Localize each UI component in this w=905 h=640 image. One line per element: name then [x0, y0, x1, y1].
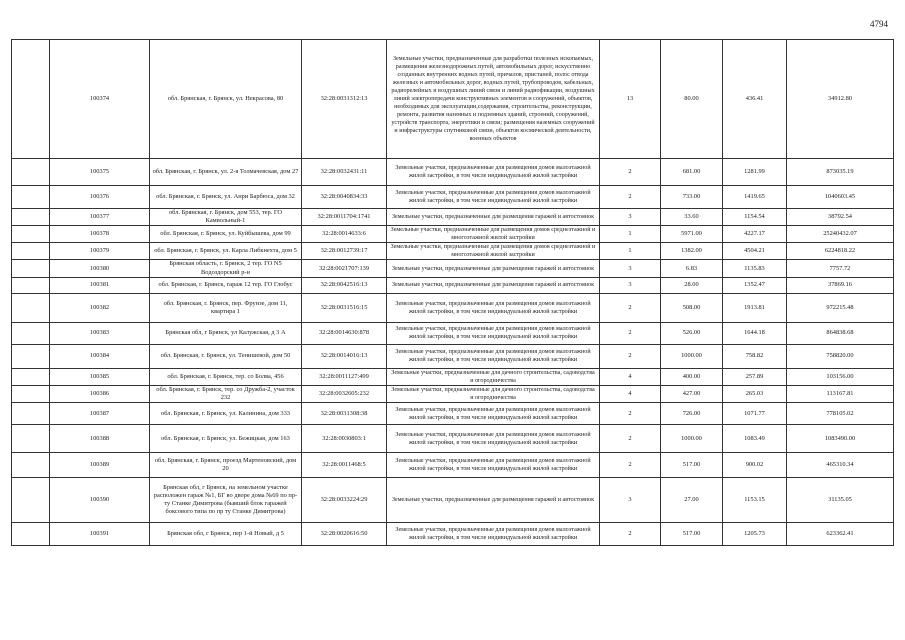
value-cell: 778105.02	[787, 403, 894, 425]
cadastral-number-cell: 32:28:0014016:13	[302, 344, 387, 368]
land-registry-table	[11, 39, 894, 546]
rate-cell: 1083.49	[723, 425, 787, 453]
group-cell: 13	[600, 40, 661, 159]
group-cell: 3	[600, 260, 661, 277]
purpose-cell: Земельные участки, предназначенные для разработки полезных ископаемых, размещения железнодорожных путей, автомобильных дорог, искусственно созданных внутренних водных путей, причалов, пристаней, полос отвода железных и автомобильных дорог, водных путей, трубопроводов, кабельных, радиорелейных и воздушных линий связи и линий радиофикации, воздушных линий электропередачи конструктивных элементов и сооружений, объектов, необходимых для эксплуатации,содержания, строительства, реконструкции, ремонта, развития наземных и подземных зданий, строений, сооружений, устройств транспорта, энергетики и связи; размещения наземных сооружений и инфраструктуры спутниковой связи, объектов космической деятельности, военных объектов	[387, 40, 600, 159]
parcel-id-cell: 100391	[50, 523, 150, 546]
area-cell: 508.00	[661, 293, 723, 322]
area-cell: 526.00	[661, 322, 723, 344]
parcel-id-cell: 100387	[50, 403, 150, 425]
value-cell: 465310.34	[787, 453, 894, 478]
parcel-id-cell: 100389	[50, 453, 150, 478]
parcel-id-cell: 100384	[50, 344, 150, 368]
address-cell: обл. Брянская, г. Брянск, ул. 2-я Толмачевская, дом 27	[150, 159, 302, 186]
rate-cell: 758.82	[723, 344, 787, 368]
page-number: 4794	[870, 19, 888, 29]
table-row	[12, 243, 894, 260]
address-cell: обл. Брянская, г. Брянск, ул. Бежицкая, дом 163	[150, 425, 302, 453]
rate-cell: 900.02	[723, 453, 787, 478]
table-row	[12, 478, 894, 523]
rate-cell: 1913.81	[723, 293, 787, 322]
address-cell: обл. Брянская, г. Брянск, ул. Калинина, дом 333	[150, 403, 302, 425]
parcel-id-cell: 100385	[50, 368, 150, 385]
group-cell: 2	[600, 403, 661, 425]
table-body	[12, 40, 894, 546]
parcel-id-cell: 100383	[50, 322, 150, 344]
rate-cell: 1644.18	[723, 322, 787, 344]
address-cell: обл. Брянская, г. Брянск, тер. со Болва, 456	[150, 368, 302, 385]
value-cell: 103156.00	[787, 368, 894, 385]
table-row	[12, 186, 894, 209]
table-row	[12, 293, 894, 322]
area-cell: 400.00	[661, 368, 723, 385]
area-cell: 1000.00	[661, 425, 723, 453]
group-cell: 3	[600, 478, 661, 523]
purpose-cell: Земельные участки, предназначенные для размещения гаражей и автостоянок	[387, 209, 600, 226]
value-cell: 873035.19	[787, 159, 894, 186]
purpose-cell: Земельные участки, предназначенные для размещения гаражей и автостоянок	[387, 277, 600, 293]
cadastral-number-cell: 32:28:0020616:50	[302, 523, 387, 546]
table-row	[12, 226, 894, 243]
blank-cell	[12, 243, 50, 260]
cadastral-number-cell: 32:28:0011127:499	[302, 368, 387, 385]
rate-cell: 265.03	[723, 385, 787, 402]
rate-cell: 1352.47	[723, 277, 787, 293]
address-cell: Брянская область, г. Брянск, 2 тер. ГО N5 Водоздорский р-н	[150, 260, 302, 277]
value-cell: 1040603.45	[787, 186, 894, 209]
purpose-cell: Земельные участки, предназначенные для размещения домов малоэтажной жилой застройки, в том числе индивидуальной жилой застройки	[387, 425, 600, 453]
blank-cell	[12, 425, 50, 453]
table-row	[12, 40, 894, 159]
cadastral-number-cell: 32:28:0031516:15	[302, 293, 387, 322]
cadastral-number-cell: 32:28:0012739:17	[302, 243, 387, 260]
area-cell: 1000.00	[661, 344, 723, 368]
table-row	[12, 523, 894, 546]
purpose-cell: Земельные участки, предназначенные для размещения домов среднеэтажной и многоэтажной жилой застройки	[387, 226, 600, 243]
purpose-cell: Земельные участки, предназначенные для размещения домов малоэтажной жилой застройки, в том числе индивидуальной жилой застройки	[387, 523, 600, 546]
value-cell: 38792.54	[787, 209, 894, 226]
blank-cell	[12, 403, 50, 425]
value-cell: 31135.05	[787, 478, 894, 523]
cadastral-number-cell: 32:28:0032431:11	[302, 159, 387, 186]
address-cell: обл. Брянская, г. Брянск, ул. Тенишевой, дом 50	[150, 344, 302, 368]
blank-cell	[12, 260, 50, 277]
address-cell: обл. Брянская, г. Брянск, тер. со Дружба-2, участок 232	[150, 385, 302, 402]
group-cell: 4	[600, 385, 661, 402]
purpose-cell: Земельные участки, предназначенные для дачного строительства, садоводства и огородничества	[387, 368, 600, 385]
rate-cell: 4227.17	[723, 226, 787, 243]
address-cell: Брянская обл, г Брянск, пер 1-й Новый, д 5	[150, 523, 302, 546]
table-row	[12, 322, 894, 344]
rate-cell: 257.89	[723, 368, 787, 385]
value-cell: 7757.72	[787, 260, 894, 277]
value-cell: 37869.16	[787, 277, 894, 293]
blank-cell	[12, 186, 50, 209]
cadastral-number-cell: 32:28:0030803:1	[302, 425, 387, 453]
blank-cell	[12, 344, 50, 368]
value-cell: 6224818.22	[787, 243, 894, 260]
group-cell: 2	[600, 322, 661, 344]
area-cell: 5971.00	[661, 226, 723, 243]
purpose-cell: Земельные участки, предназначенные для размещения домов малоэтажной жилой застройки, в том числе индивидуальной жилой застройки	[387, 403, 600, 425]
area-cell: 517.00	[661, 453, 723, 478]
blank-cell	[12, 209, 50, 226]
blank-cell	[12, 322, 50, 344]
area-cell: 1382.00	[661, 243, 723, 260]
purpose-cell: Земельные участки, предназначенные для размещения домов малоэтажной жилой застройки, в том числе индивидуальной жилой застройки	[387, 293, 600, 322]
area-cell: 733.00	[661, 186, 723, 209]
cadastral-number-cell: 32:28:0032605:232	[302, 385, 387, 402]
group-cell: 2	[600, 159, 661, 186]
cadastral-number-cell: 32:28:0014633:6	[302, 226, 387, 243]
blank-cell	[12, 385, 50, 402]
group-cell: 2	[600, 186, 661, 209]
address-cell: обл. Брянская, г. Брянск, пер. Фрунзе, дом 11, квартира 1	[150, 293, 302, 322]
table-row	[12, 344, 894, 368]
cadastral-number-cell: 32:28:0021707:139	[302, 260, 387, 277]
table-row	[12, 368, 894, 385]
purpose-cell: Земельные участки, предназначенные для дачного строительства, садоводства и огородничества	[387, 385, 600, 402]
address-cell: обл. Брянская, г. Брянск, ул. Карла Либкнехта, дом 5	[150, 243, 302, 260]
cadastral-number-cell: 32:28:0011468:5	[302, 453, 387, 478]
table-row	[12, 209, 894, 226]
cadastral-number-cell: 32:28:0014630:878	[302, 322, 387, 344]
address-cell: обл. Брянская, г. Брянск, гараж 12 тер. ГО Глобус	[150, 277, 302, 293]
area-cell: 427.00	[661, 385, 723, 402]
area-cell: 80.00	[661, 40, 723, 159]
area-cell: 28.00	[661, 277, 723, 293]
parcel-id-cell: 100390	[50, 478, 150, 523]
parcel-id-cell: 100382	[50, 293, 150, 322]
group-cell: 3	[600, 209, 661, 226]
blank-cell	[12, 293, 50, 322]
cadastral-number-cell: 32:28:0040834:33	[302, 186, 387, 209]
rate-cell: 1281.99	[723, 159, 787, 186]
blank-cell	[12, 277, 50, 293]
value-cell: 1083490.00	[787, 425, 894, 453]
group-cell: 1	[600, 226, 661, 243]
address-cell: Брянская обл, г Брянск, ул Калужская, д 3 А	[150, 322, 302, 344]
group-cell: 2	[600, 523, 661, 546]
rate-cell: 1419.65	[723, 186, 787, 209]
group-cell: 2	[600, 453, 661, 478]
parcel-id-cell: 100386	[50, 385, 150, 402]
table-row	[12, 425, 894, 453]
purpose-cell: Земельные участки, предназначенные для размещения домов малоэтажной жилой застройки, в том числе индивидуальной жилой застройки	[387, 322, 600, 344]
address-cell: обл. Брянская, г. Брянск, ул. Куйбышева, дом 99	[150, 226, 302, 243]
group-cell: 2	[600, 344, 661, 368]
area-cell: 517.00	[661, 523, 723, 546]
parcel-id-cell: 100378	[50, 226, 150, 243]
address-cell: обл. Брянская, г. Брянск, дом 553, тер. ГО Камвольный-1	[150, 209, 302, 226]
blank-cell	[12, 478, 50, 523]
purpose-cell: Земельные участки, предназначенные для размещения домов малоэтажной жилой застройки, в том числе индивидуальной жилой застройки	[387, 344, 600, 368]
blank-cell	[12, 226, 50, 243]
cadastral-number-cell: 32:28:0031312:13	[302, 40, 387, 159]
area-cell: 33.60	[661, 209, 723, 226]
cadastral-number-cell: 32:28:0031308:38	[302, 403, 387, 425]
parcel-id-cell: 100381	[50, 277, 150, 293]
group-cell: 4	[600, 368, 661, 385]
cadastral-number-cell: 32:28:0011704:1741	[302, 209, 387, 226]
blank-cell	[12, 368, 50, 385]
area-cell: 726.00	[661, 403, 723, 425]
blank-cell	[12, 523, 50, 546]
blank-cell	[12, 40, 50, 159]
rate-cell: 1071.77	[723, 403, 787, 425]
cadastral-number-cell: 32:28:0042516:13	[302, 277, 387, 293]
rate-cell: 436.41	[723, 40, 787, 159]
group-cell: 3	[600, 277, 661, 293]
cadastral-number-cell: 32:28:0033224:29	[302, 478, 387, 523]
parcel-id-cell: 100374	[50, 40, 150, 159]
parcel-id-cell: 100376	[50, 186, 150, 209]
parcel-id-cell: 100388	[50, 425, 150, 453]
table-row	[12, 403, 894, 425]
purpose-cell: Земельные участки, предназначенные для размещения домов малоэтажной жилой застройки, в том числе индивидуальной жилой застройки	[387, 186, 600, 209]
value-cell: 113167.81	[787, 385, 894, 402]
parcel-id-cell: 100379	[50, 243, 150, 260]
parcel-id-cell: 100375	[50, 159, 150, 186]
purpose-cell: Земельные участки, предназначенные для размещения домов среднеэтажной и многоэтажной жилой застройки	[387, 243, 600, 260]
value-cell: 758820.00	[787, 344, 894, 368]
address-cell: обл. Брянская, г. Брянск, ул. Анри Барбюса, дом 32	[150, 186, 302, 209]
value-cell: 25240432.07	[787, 226, 894, 243]
group-cell: 1	[600, 243, 661, 260]
purpose-cell: Земельные участки, предназначенные для размещения гаражей и автостоянок	[387, 478, 600, 523]
blank-cell	[12, 159, 50, 186]
purpose-cell: Земельные участки, предназначенные для размещения гаражей и автостоянок	[387, 260, 600, 277]
area-cell: 27.00	[661, 478, 723, 523]
rate-cell: 1153.15	[723, 478, 787, 523]
purpose-cell: Земельные участки, предназначенные для размещения домов малоэтажной жилой застройки, в том числе индивидуальной жилой застройки	[387, 159, 600, 186]
rate-cell: 1154.54	[723, 209, 787, 226]
table-row	[12, 277, 894, 293]
parcel-id-cell: 100377	[50, 209, 150, 226]
table-row	[12, 385, 894, 402]
purpose-cell: Земельные участки, предназначенные для размещения домов малоэтажной жилой застройки, в том числе индивидуальной жилой застройки	[387, 453, 600, 478]
value-cell: 34912.80	[787, 40, 894, 159]
value-cell: 972215.48	[787, 293, 894, 322]
address-cell: обл. Брянская, г. Брянск, проезд Мартеновский, дом 20	[150, 453, 302, 478]
rate-cell: 1205.73	[723, 523, 787, 546]
rate-cell: 1135.83	[723, 260, 787, 277]
area-cell: 681.00	[661, 159, 723, 186]
area-cell: 6.83	[661, 260, 723, 277]
table-row	[12, 453, 894, 478]
address-cell: обл. Брянская, г. Брянск, ул. Некрасова, 80	[150, 40, 302, 159]
group-cell: 2	[600, 293, 661, 322]
table-row	[12, 159, 894, 186]
value-cell: 864838.68	[787, 322, 894, 344]
value-cell: 623362.41	[787, 523, 894, 546]
group-cell: 2	[600, 425, 661, 453]
parcel-id-cell: 100380	[50, 260, 150, 277]
rate-cell: 4504.21	[723, 243, 787, 260]
table-row	[12, 260, 894, 277]
address-cell: Брянская обл, г Брянск, на земельном участке расположен гараж №1, БГ во дворе дома №69 по пр-ту Станке Димитрова (бывший блок гаражей боксового типа по пр ту Станке Димитрова)	[150, 478, 302, 523]
blank-cell	[12, 453, 50, 478]
